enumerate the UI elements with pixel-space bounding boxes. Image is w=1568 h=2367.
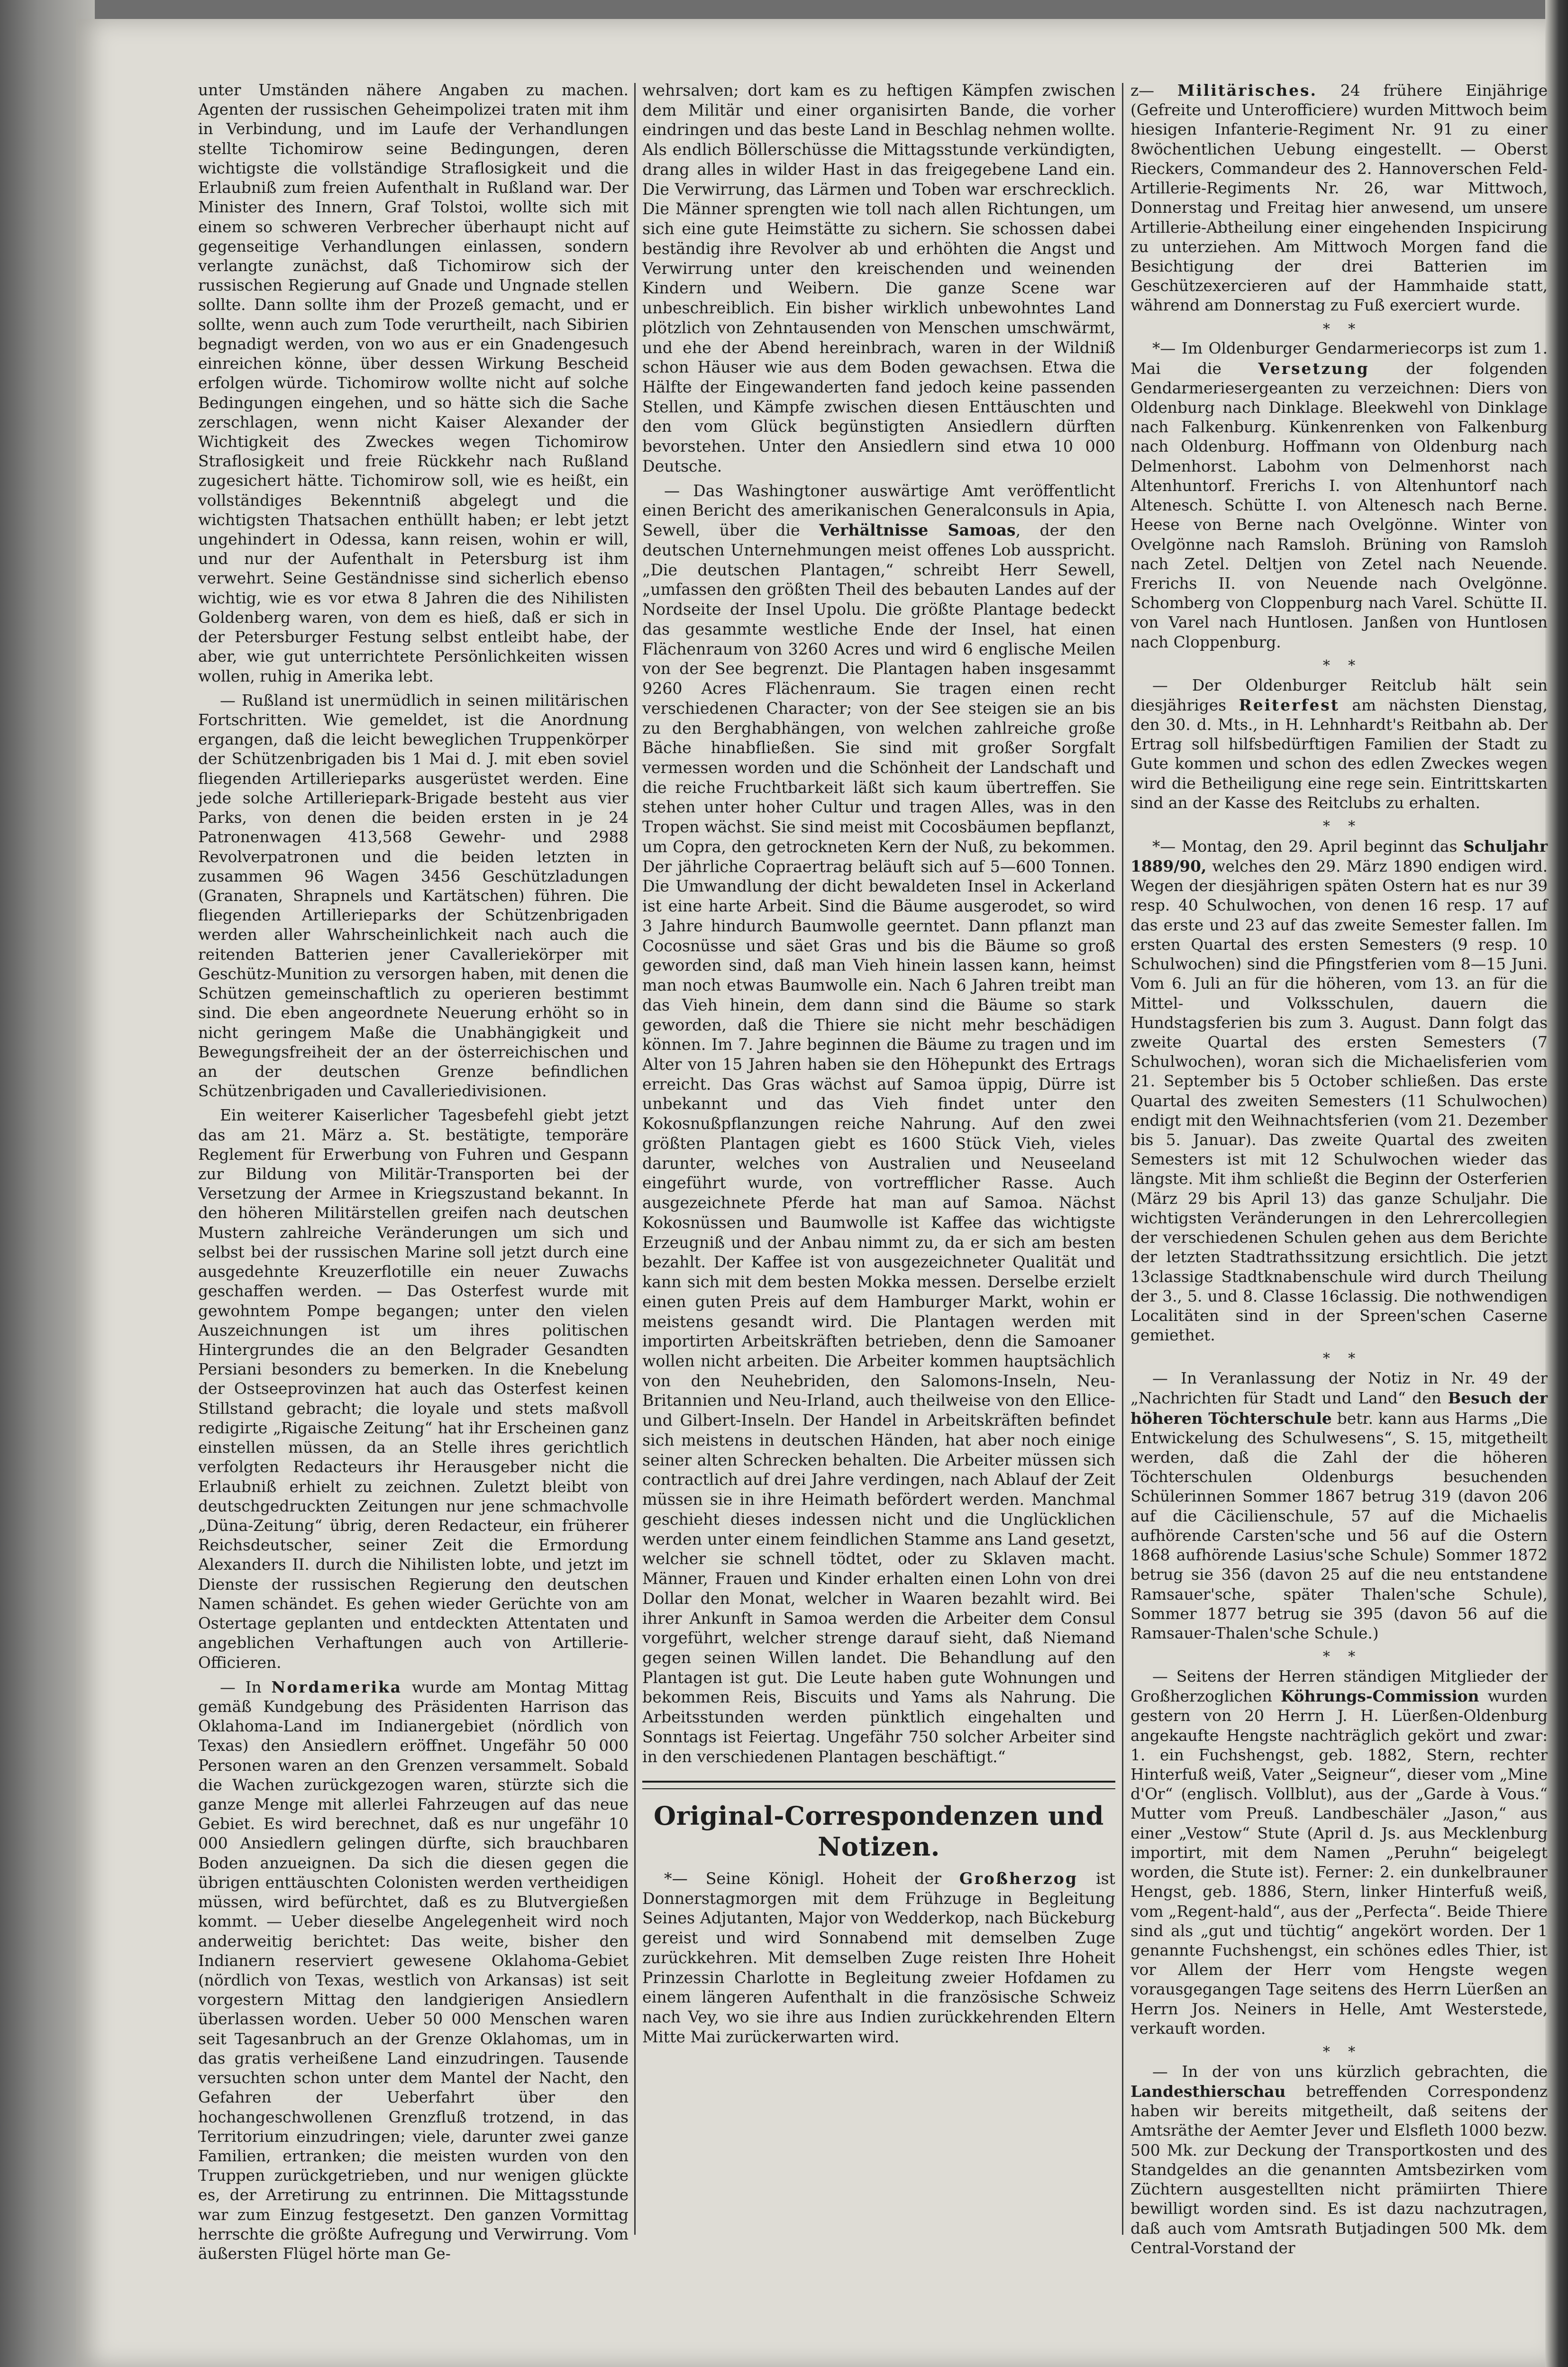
separator-asterisk: * *: [1322, 818, 1356, 835]
column-2: [642, 81, 1115, 2052]
section-rule-thick: [642, 1781, 1115, 1783]
article-oklahoma-continued: wehrsalven; dort kam es zu heftigen Kämpfen zwischen dem Militär und einer organisirten Bande, die vorher eindringen und das beste Land in Beschlag nehmen wollte. Als endlich Böllerschüsse die Mittagsstunde verkündigten, drang alles in wilder Hast in das freigegebene Land ein. Die Verwirrung, das Lärmen und Toben war erschrecklich. Die Männer sprengten wie toll nach allen Richtungen, um sich eine gute Heimstätte zu sichern. Sie schossen dabei beständig ihre Revolver ab und erhöhten die Angst und Verwirrung unter den kreischenden und weinenden Kindern und Weibern. Die ganze Scene war unbeschreiblich. Ein bisher wirklich unbewohntes Land plötzlich von Zehntausenden von Menschen umschwärmt, und ehe der Abend hereinbrach, waren in der Wildniß schon Häuser wie aus dem Boden gewachsen. Etwa die Hälfte der Eingewanderten fand jedoch keine passenden Stellen, und Kämpfe zwischen diesen Enttäuschten und den vom Glück begünstigten Ansiedlern dürften bevorstehen. Unter den Ansiedlern sind etwa 10 000 Deutsche.: [642, 81, 1115, 475]
article-tichomirow-continued: unter Umständen nähere Angaben zu machen. Agenten der russischen Geheimpolizei traten mit ihm in Verbindung, und im Laufe der Verhandlungen stellte Tichomirow seine Bedingungen, deren wichtigste die vollständige Straflosigkeit und die Erlaubniß zum freien Aufenthalt in Rußland war. Der Minister des Innern, Graf Tolstoi, wollte sich mit einem so schweren Verbrecher überhaupt nicht auf gegenseitige Verhandlungen einlassen, sondern verlangte zunächst, daß Tichomirow sich der russischen Regierung auf Gnade und Ungnade stellen sollte. Dann sollte ihm der Prozeß gemacht, und er sollte, wenn auch zum Tode verurtheilt, nach Sibirien begnadigt werden, von wo aus er ein Gnadengesuch einreichen könne, über dessen Wirkung Bescheid erfolgen würde. Tichomirow wollte nicht auf solche Bedingungen eingehen, und so hätte sich die Sache zerschlagen, wenn nicht Kaiser Alexander der Wichtigkeit des Zweckes wegen Tichomirow Straflosigkeit und freie Rückkehr nach Rußland zugesichert hätte. Tichomirow soll, wie es heißt, ein vollständiges Bekenntniß abgelegt und die wichtigsten Thatsachen enthüllt haben; er lebt jetzt ungehindert in Odessa, kann reisen, wohin er will, und nur der Aufenthalt in Petersburg ist ihm verwehrt. Seine Geständnisse sind sicherlich ebenso wichtig, wie es vor etwa 8 Jahren die des Nihilisten Goldenberg waren, von dem es hieß, daß er sich in der Petersburger Festung selbst entleibt habe, der aber, wie gut unterrichtete Persönlichkeiten wissen wollen, ruhig in Amerika lebt.: [198, 81, 629, 685]
column-divider-1: [634, 83, 636, 2235]
keyword-grossherzog: Großherzog: [959, 1869, 1078, 1888]
keyword-landesthierschau: Landesthierschau: [1130, 2082, 1286, 2101]
separator-asterisk: * *: [1322, 1350, 1356, 1367]
separator-asterisk: * *: [1322, 2044, 1356, 2061]
column-divider-2: [1122, 83, 1123, 2235]
article-reitclub: — Der Oldenburger Reitclub hält sein diesjähriges Reiterfest am nächsten Dienstag, den 30. d. Mts., in H. Lehnhardt's Reitbahn ab. Der Ertrag soll hilfsbedürftigen Familien der Stadt zu Gute kommen und schon des edlen Zweckes wegen wird die Betheiligung eine rege sein. Eintrittskarten sind an der Kasse des Reitclubs zu erhalten.: [1130, 676, 1548, 812]
keyword-toechterschule: Besuch der höheren Töchterschule: [1130, 1389, 1548, 1428]
column-1: [198, 81, 629, 2268]
keyword-samoa: Verhältnisse Samoas: [819, 521, 1016, 540]
article-militaerisches: z— Militärisches. 24 frühere Einjährige (Gefreite und Unterofficiere) wurden Mittwoch beim hiesigen Infanterie-Regiment Nr. 91 zu einer 8wöchentlichen Uebung eingestellt. — Oberst Rieckers, Commandeur des 2. Hannoverschen Feld-Artillerie-Regiments Nr. 26, war Mittwoch, Donnerstag und Freitag hier anwesend, um unsere Artillerie-Abtheilung einer eingehenden Inspicirung zu unterziehen. Am Mittwoch Morgen fand die Besichtigung der drei Batterien im Geschützexercieren auf der Hammhaide statt, während am Donnerstag zu Fuß exerciert wurde.: [1130, 81, 1548, 315]
article-landesthierschau: — In der von uns kürzlich gebrachten, die Landesthierschau betreffenden Correspondenz haben wir bereits mitgetheilt, daß seitens der Amtsräthe der Aemter Jever und Elsfleth 1000 bezw. 500 Mk. zur Deckung der Transportkosten und des Standgeldes an die genannten Amtsbezirken vom Züchtern ausgestellten nicht prämiirten Thiere bewilligt worden sind. Es ist dazu nachzutragen, daß auch vom Amtsrath Butjadingen 500 Mk. dem Central-Vorstand der: [1130, 2062, 1548, 2257]
article-russland-tagesbefehl: Ein weiterer Kaiserlicher Tagesbefehl giebt jetzt das am 21. März a. St. bestätigte, temporäre Reglement für Erwerbung von Fuhren und Gespann zur Bildung von Militär-Transporten bei der Versetzung der Armee in Kriegszustand bekannt. In den höheren Militärstellen greifen nach deutschen Mustern zahlreiche Veränderungen um sich und selbst bei der russischen Marine soll jetzt durch eine ausgedehnte Kreuzerflotille ein neuer Zuwachs geschaffen werden. — Das Osterfest wurde mit gewohntem Pompe begangen; unter den vielen Auszeichnungen ist um ihres politischen Hintergrundes die an den Belgrader Gesandten Persiani besonders zu bemerken. In die Knebelung der Ostseeprovinzen hat auch das Osterfest keinen Stillstand gebracht; die loyale und stets maßvoll redigirte „Rigaische Zeitung“ hat ihr Erscheinen ganz einstellen müssen, da an Stelle ihres gerichtlich verfolgten Redacteurs ihr Herausgeber nicht die Erlaubniß erhielt zu zeichnen. Zuletzt bleibt von deutschgedruckten Zeitungen nur jene schmachvolle „Düna-Zeitung“ übrig, deren Redacteur, ein früherer Reichsdeutscher, seiner Zeit die Ermordung Alexanders II. durch die Nihilisten lobte, und jetzt im Dienste der russischen Regierung den deutschen Namen schändet. Es gehen wieder Gerüchte von am Ostertage geplanten und entdeckten Attentaten und angeblichen Verhaftungen auch von Artillerie-Officieren.: [198, 1106, 629, 1672]
article-koehrung: — Seitens der Herren ständigen Mitglieder der Großherzoglichen Köhrungs-Commission wurden gestern von 20 Herrn J. H. Lüerßen-Oldenburg angekaufte Hengste nachträglich gekört und zwar: 1. ein Fuchshengst, geb. 1882, Stern, rechter Hinterfuß weiß, Vater „Seigneur“, dieser vom „Mine d'Or“ (englisch. Vollblut), aus der „Garde à Vous.“ Mutter vom Preuß. Landbeschäler „Jason,“ aus einer „Vestow“ Stute (April d. Js. aus Mecklenburg importirt, mit dem Namen „Peruhn“ beigelegt worden, die Stute ist). Ferner: 2. ein dunkelbrauner Hengst, geb. 1886, Stern, linker Hinterfuß weiß, vom „Regent-hald“, aus der „Perfecta“. Beide Thiere sind als „gut und tüchtig“ angekört worden. Der 1 genannte Fuchshengst, ein schönes edles Thier, ist vor Allem der Herr vom Hengste wegen vorausgegangen Tage seitens des Herrn Lüerßen an Herrn Jos. Neiners in Helle, Amt Westerstede, verkauft worden.: [1130, 1667, 1548, 2038]
keyword-nordamerika: Nordamerika: [271, 1677, 402, 1696]
keyword-reiterfest: Reiterfest: [1239, 695, 1340, 714]
keyword-versetzung: Versetzung: [1258, 359, 1369, 378]
article-grossherzog: *— Seine Königl. Hoheit der Großherzog ist Donnerstagmorgen mit dem Frühzuge in Begleitung Seines Adjutanten, Major von Wedderkop, nach Bückeburg gereist und wird Sonnabend mit demselben Zuge zurückkehren. Mit demselben Zuge reisten Ihre Hoheit Prinzessin Charlotte in Begleitung zweier Hofdamen zu einem längeren Aufenthalt in die französische Schweiz nach Vey, wo sie ihre aus Indien zurückkehrenden Eltern Mitte Mai zurückerwarten wird.: [642, 1869, 1115, 2046]
separator-asterisk: * *: [1322, 320, 1356, 337]
book-right-edge: [1545, 0, 1568, 2367]
article-gendarmerie: *— Im Oldenburger Gendarmeriecorps ist zum 1. Mai die Versetzung der folgenden Gendarmeriesergeanten zu verzeichnen: Diers von Oldenburg nach Dinklage. Bleekwehl von Dinklage nach Falkenburg. Künkenrenken von Falkenburg nach Oldenburg. Hoffmann von Oldenburg nach Delmenhorst. Labohm von Delmenhorst nach Altenhuntorf. Frerichs I. von Altenhuntorf nach Altenesch. Schütte I. von Altenesch nach Berne. Heese von Berne nach Ovelgönne. Winter von Ovelgönne nach Ramsloh. Brüning von Ramsloh nach Zetel. Deltjen von Zetel nach Neuende. Frerichs II. von Neuende nach Ovelgönne. Schomberg von Cloppenburg nach Varel. Schütte II. von Varel nach Huntlosen. Janßen von Huntlosen nach Cloppenburg.: [1130, 339, 1548, 651]
section-heading: Original-Correspondenzen und Notizen.: [654, 1801, 1104, 1862]
keyword-koehrungs-commission: Köhrungs-Commission: [1280, 1687, 1479, 1706]
article-schuljahr: *— Montag, den 29. April beginnt das Schuljahr 1889/90, welches den 29. März 1890 endigen wird. Wegen der diesjährigen späten Ostern hat es nur 39 resp. 40 Schulwochen, von denen 16 resp. 17 auf das erste und 23 auf das zweite Semester fallen. Im ersten Quartal des ersten Semesters (9 resp. 10 Schulwochen) sind die Pfingstferien vom 8—15 Juni. Vom 6. Juli an für die höheren, vom 13. an für die Mittel- und Volksschulen, dauern die Hundstagsferien bis zum 3. August. Dann folgt das zweite Quartal des ersten Semesters (7 Schulwochen), woran sich die Michaelisferien vom 21. September bis 5 October schließen. Das erste Quartal des zweiten Semesters (11 Schulwochen) endigt mit den Weihnachtsferien (vom 21. Dezember bis 5. Januar). Das zweite Quartal des zweiten Semesters ist mit 12 Schulwochen wieder das längste. Mit ihm schließt die Beginn der Osterferien (März 29 bis April 13) das ganze Schuljahr. Die wichtigsten Veränderungen in den Lehrercollegien der verschiedenen Schulen gehen aus dem Berichte der letzten Stadtrathssitzung ersichtlich. Die jetzt 13classige Stadtknabenschule wird durch Theilung der 3., 5. und 8. Classe 16classig. Die nothwendigen Localitäten sind in der Spreen'schen Caserne gemiethet.: [1130, 837, 1548, 1345]
separator-asterisk: * *: [1322, 657, 1356, 674]
article-nordamerika: — In Nordamerika wurde am Montag Mittag gemäß Kundgebung des Präsidenten Harrison das Oklahoma-Land im Indianergebiet (nördlich von Texas) den Ansiedlern eröffnet. Ungefähr 50 000 Personen waren an den Grenzen versammelt. Sobald die Wachen zurückgezogen waren, stürzte sich die ganze Menge mit allerlei Fahrzeugen auf das neue Gebiet. Es wird berechnet, daß es nur ungefähr 10 000 Ansiedlern gelingen dürfte, sich brauchbaren Boden anzueignen. Da sich die diesen gegen die übrigen enttäuschten Colonisten werden vertheidigen müssen, wird befürchtet, daß es zu Blutvergießen kommt. — Ueber dieselbe Angelegenheit wird noch anderweitig berichtet: Das weite, bisher den Indianern reserviert gewesene Oklahoma-Gebiet (nördlich von Texas, westlich von Arkansas) ist seit vorgestern Mittag den landgierigen Ansiedlern überlassen worden. Ueber 50 000 Menschen waren seit Tagesanbruch an der Grenze Oklahomas, um in das gratis verheißene Land einzudringen. Tausende versuchten schon unter dem Mantel der Nacht, den Gefahren der Ueberfahrt über den hochangeschwollenen Grenzfluß trotzend, in das Territorium einzudringen; viele, darunter zwei ganze Familien, ertranken; die meisten wurden von den Truppen zurückgetrieben, und nur wenigen glückte es, der Arretirung zu entrinnen. Die Mittagsstunde war zum Einzug festgesetzt. Den ganzen Vormittag herrschte die größte Aufregung und Verwirrung. Vom äußersten Flügel hörte man Ge-: [198, 1677, 629, 2263]
article-toechterschule: — In Veranlassung der Notiz in Nr. 49 der „Nachrichten für Stadt und Land“ den Besuch der höheren Töchterschule betr. kann aus Harms „Die Entwickelung des Schulwesens“, S. 15, mitgetheilt werden, daß die Zahl der die höheren Töchterschulen Oldenburgs besuchenden Schülerinnen Sommer 1867 betrug 319 (davon 206 auf die Cäcilienschule, 57 auf die Michaelis aufhörende Carsten'sche und 56 auf die Ostern 1868 aufhörende Lasius'sche Schule) Sommer 1872 betrug sie 356 (davon 25 auf die neu entstandene Ramsauer'sche, später Thalen'sche Schule), Sommer 1877 betrug sie 395 (davon 56 auf die Ramsauer-Thalen'sche Schule.): [1130, 1369, 1548, 1642]
section-rule-thin: [642, 1788, 1115, 1789]
keyword-schuljahr: Schuljahr 1889/90,: [1130, 837, 1548, 875]
article-samoa: — Das Washingtoner auswärtige Amt veröffentlicht einen Bericht des amerikanischen Generalconsuls in Apia, Sewell, über die Verhältnisse Samoas, der den deutschen Unternehmungen meist offenes Lob ausspricht. „Die deutschen Plantagen,“ schreibt Herr Sewell, „umfassen den größten Theil des bebauten Landes auf der Nordseite der Insel Upolu. Die größte Plantage bedeckt das gesammte westliche Ende der Insel, hat einen Flächenraum von 3260 Acres und wird 6 englische Meilen von der See begrenzt. Die Plantagen haben insgesammt 9260 Acres Flächenraum. Sie tragen einen recht verschiedenen Character; von der See steigen sie an bis zu den Berghabhängen, von welchen zahlreiche große Bäche hinabfließen. Sie sind mit großer Sorgfalt vermessen worden und die Schönheit der Landschaft und die reiche Fruchtbarkeit läßt sich kaum übertreffen. Sie stehen unter hoher Cultur und tragen Alles, was in den Tropen wächst. Sie sind meist mit Cocosbäumen bepflanzt, um Copra, den getrockneten Kern der Nuß, zu bekommen. Der jährliche Copraertrag beläuft sich auf 5—600 Tonnen. Die Umwandlung der dicht bewaldeten Insel in Ackerland ist eine harte Arbeit. Sind die Bäume ausgerodet, so wird 3 Jahre hindurch Baumwolle geerntet. Dann pflanzt man Cocosnüsse und säet Gras und bis die Bäume so groß geworden sind, daß man Vieh hinein lassen kann, heimst man noch etwas Baumwolle ein. Nach 6 Jahren treibt man das Vieh hinein, dem dann sind die Bäume so stark geworden, daß die Thiere sie nicht mehr beschädigen können. Im 7. Jahre beginnen die Bäume zu tragen und im Alter von 15 Jahren haben sie den Höhepunkt des Ertrags erreicht. Das Gras wächst auf Samoa üppig, Dürre ist unbekannt und das Vieh findet unter den Kokosnußpflanzungen reiche Nahrung. Auf den zwei größten Plantagen giebt es 1600 Stück Vieh, vieles darunter, welches von Australien und Neuseeland eingeführt wurde, von vortrefflicher Rasse. Auch ausgezeichnete Pferde hat man auf Samoa. Nächst Kokosnüssen und Baumwolle ist Kaffee das wichtigste Erzeugniß und der Anbau nimmt zu, da er sich am besten bezahlt. Der Kaffee ist von ausgezeichneter Qualität und kann sich mit dem besten Mokka messen. Derselbe erzielt einen guten Preis auf dem Hamburger Markt, wohin er meistens gesandt wird. Die Plantagen werden mit importirten Arbeitskräften betrieben, denn die Samoaner wollen nicht arbeiten. Die Arbeiter kommen hauptsächlich von den Neuhebriden, den Salomons-Inseln, Neu-Britannien und Neu-Irland, auch theilweise von den Ellice- und Gilbert-Inseln. Der Handel in Arbeitskräften befindet sich meistens in deutschen Händen, hat aber noch einige seiner alten Schrecken behalten. Die Arbeiter müssen sich contractlich auf drei Jahre verdingen, nach Ablauf der Zeit müssen sie in ihre Heimath befördert werden. Manchmal geschieht dieses indessen nicht und die Unglücklichen werden unter einem feindlichen Stamme ans Land gesetzt, welcher sie schnell tödtet, oder zu Sklaven macht. Männer, Frauen und Kinder erhalten einen Lohn von drei Dollar den Monat, welcher in Waaren bezahlt wird. Bei ihrer Ankunft in Samoa werden die Arbeiter dem Consul vorgeführt, welcher strenge darauf sieht, daß Niemand gegen seinen Willen landet. Die Behandlung auf den Plantagen ist gut. Die Leute haben gute Wohnungen und bekommen Reis, Biscuits und Yams als Nahrung. Die Arbeitsstunden werden pünktlich eingehalten und Sonntags ist Feiertag. Ungefähr 750 solcher Arbeiter sind in den verschiedenen Plantagen beschäftigt.“: [642, 481, 1115, 1766]
article-russland-military: — Rußland ist unermüdlich in seinen militärischen Fortschritten. Wie gemeldet, ist die Anordnung ergangen, daß die leicht beweglichen Truppenkörper der Schützenbrigaden bis 1 Mai d. J. mit eben soviel fliegenden Artillerieparks ausgerüstet werden. Eine jede solche Artilleriepark-Brigade besteht aus vier Parks, von denen die beiden ersten in je 24 Patronenwagen 413,568 Gewehr- und 2988 Revolverpatronen und die beiden letzten in zusammen 96 Wagen 3456 Geschützladungen (Granaten, Shrapnels und Kartätschen) führen. Die fliegenden Artillerieparks der Schützenbrigaden werden aller Wahrscheinlichkeit nach auch die reitenden Batterien jener Cavalleriekörper mit Geschütz-Munition zu versorgen haben, mit denen die Schützen gemeinschaftlich zu operieren bestimmt sind. Die eben angeordnete Neuerung erhöht so in nicht geringem Maße die Unabhängigkeit und Bewegungsfreiheit der an der österreichischen und an der deutschen Grenze befindlichen Schützenbrigaden und Cavalleriedivisionen.: [198, 691, 629, 1101]
column-3: [1130, 81, 1548, 2263]
separator-asterisk: * *: [1322, 1648, 1356, 1666]
keyword-militaerisches: Militärisches.: [1177, 81, 1317, 100]
